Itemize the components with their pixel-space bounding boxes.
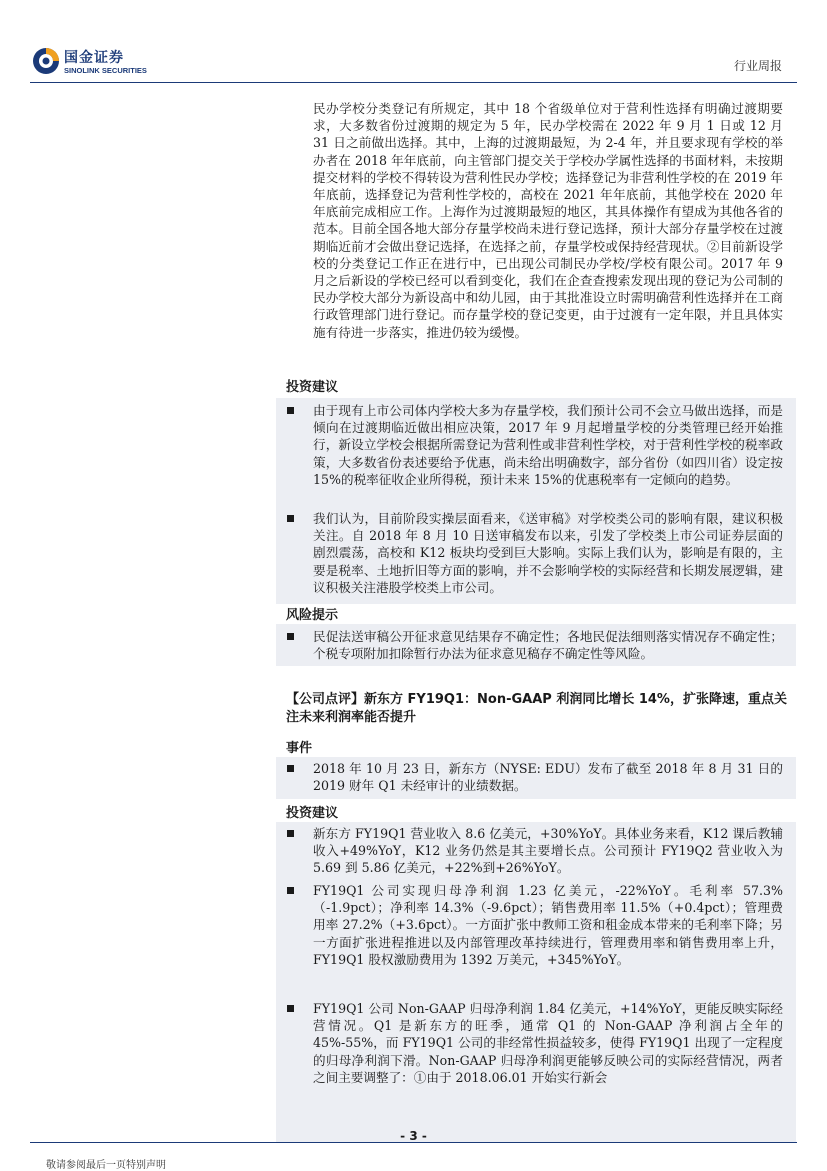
bullet-text: 2018 年 10 月 23 日，新东方（NYSE: EDU）发布了截至 2018 年 8 月 31 日的 2019 财年 Q1 未经审计的业绩数据。 — [313, 761, 783, 794]
bullet-text: 我们认为，目前阶段实操层面看来，《送审稿》对学校类公司的影响有限，建议积极关注。自 2018 年 8 月 10 日送审稿发布以来，引发了学校类上市公司证券层面的剧烈震荡，高校和 K12 板块均受到巨大影响。实际上我们认为，影响是有限的，主要是税率、土地折旧等方面的影响，并不会影响学校的实际经营和长期发展逻辑，建议积极关注港股学校类上市公司。 — [313, 511, 783, 595]
company-review-title: 【公司点评】新东方 FY19Q1：Non-GAAP 利润同比增长 14%，扩张降速，重点关注未来利润率能否提升 — [286, 692, 787, 725]
bullet-text: FY19Q1 公司 Non-GAAP 归母净利润 1.84 亿美元，+14%YoY，更能反映实际经营情况。Q1 是新东方的旺季，通常 Q1 的 Non-GAAP 净利润占全年的 45%-55%，而 FY19Q1 公司的非经常性损益较多，使得 FY19Q1 出现了一定程度的归母净利润下滑。Non-GAAP 归母净利润更能够反映公司的实际经营情况，两者之间主要调整了：①由于 2018.06.01 开始实行新会 — [313, 1001, 783, 1085]
bullet-text: FY19Q1 公司实现归母净利润 1.23 亿美元，-22%YoY。毛利率 57.3%（-1.9pct）；净利率 14.3%（-9.6pct）；销售费用率 11.5%（+0.4pct）；管理费用率 27.2%（+3.6pct）。一方面扩张中教师工资和租金成本带来的毛利率下降；另一方面扩张进程推进以及内部管理改革持续进行，管理费用率和销售费用率上升，FY19Q1 股权激励费用为 1392 万美元，+345%YoY。 — [313, 883, 783, 967]
page-header — [0, 0, 827, 82]
logo-english-name: SINOLINK SECURITIES — [64, 66, 147, 75]
bullet-square-icon — [287, 407, 294, 414]
bullet-square-icon — [287, 1005, 294, 1012]
company-logo — [32, 47, 182, 79]
bullet-square-icon — [287, 633, 294, 640]
footer-disclaimer: 敬请参阅最后一页特别声明 — [46, 1160, 166, 1171]
section-heading-company-advice: 投资建议 — [286, 806, 339, 821]
header-divider — [30, 82, 797, 83]
logo-chinese-name: 国金证券 — [64, 50, 124, 66]
bullet-square-icon — [287, 887, 294, 894]
bullet-square-icon — [287, 515, 294, 522]
sinolink-logo-icon — [32, 47, 60, 75]
bullet-square-icon — [287, 765, 294, 772]
bullet-text: 民促法送审稿公开征求意见结果存不确定性；各地民促法细则落实情况存不确定性；个税专项附加扣除暂行办法为征求意见稿存不确定性等风险。 — [313, 629, 783, 662]
section-heading-investment-advice: 投资建议 — [286, 380, 339, 395]
section-heading-risk: 风险提示 — [286, 608, 339, 623]
intro-paragraph: 民办学校分类登记有所规定，其中 18 个省级单位对于营利性选择有明确过渡期要求，大多数省份过渡期的规定为 5 年，民办学校需在 2022 年 9 月 1 日或 12 月 31 日之前做出选择。其中，上海的过渡期最短，为 2-4 年，并且要求现有学校的举办者在 2018 年年底前，向主管部门提交关于学校办学属性选择的书面材料，未按期提交材料的学校不得转设为营利性民办学校；选择登记为非营利性学校的在 2019 年年底前，选择登记为营利性学校的，高校在 2021 年年底前，其他学校在 2020 年年底前完成相应工作。上海作为过渡期最短的地区，其具体操作有望成为其他各省的范本。目前全国各地大部分存量学校尚未进行登记选择，预计大部分存量学校在过渡期临近前才会做出登记选择，在选择之前，存量学校或保持经营现状。②目前新设学校的分类登记工作正在进行中，已出现公司制民办学校/学校有限公司。2017 年 9 月之后新设的学校已经可以看到变化，我们在企查查搜索发现出现的登记为公司制的民办学校大部分为新设高中和幼儿园，由于其批准设立时需明确营利性选择并在工商行政管理部门进行登记。而存量学校的登记变更，由于过渡有一定年限，并且具体实施有待进一步落实，推进仍较为缓慢。 — [313, 101, 783, 340]
bullet-square-icon — [287, 830, 294, 837]
page-number: - 3 - — [400, 1129, 427, 1143]
section-heading-event: 事件 — [286, 741, 313, 756]
bullet-text: 由于现有上市公司体内学校大多为存量学校，我们预计公司不会立马做出选择，而是倾向在过渡期临近做出相应决策，2017 年 9 月起增量学校的分类管理已经开始推行，新设立学校会根据所需登记为营利性或非营利性学校，对于营利性学校的税率政策，大多数省份表述要给予优惠，尚未给出明确数字，部分省份（如四川省）设定按 15%的税率征收企业所得税，预计未来 15%的优惠税率有一定倾向的趋势。 — [313, 403, 783, 487]
report-type-label: 行业周报 — [733, 59, 782, 73]
bullet-text: 新东方 FY19Q1 营业收入 8.6 亿美元，+30%YoY。具体业务来看，K12 课后教辅收入+49%YoY，K12 业务仍然是其主要增长点。公司预计 FY19Q2 营业收入为 5.69 到 5.86 亿美元，+22%到+26%YoY。 — [313, 826, 783, 876]
